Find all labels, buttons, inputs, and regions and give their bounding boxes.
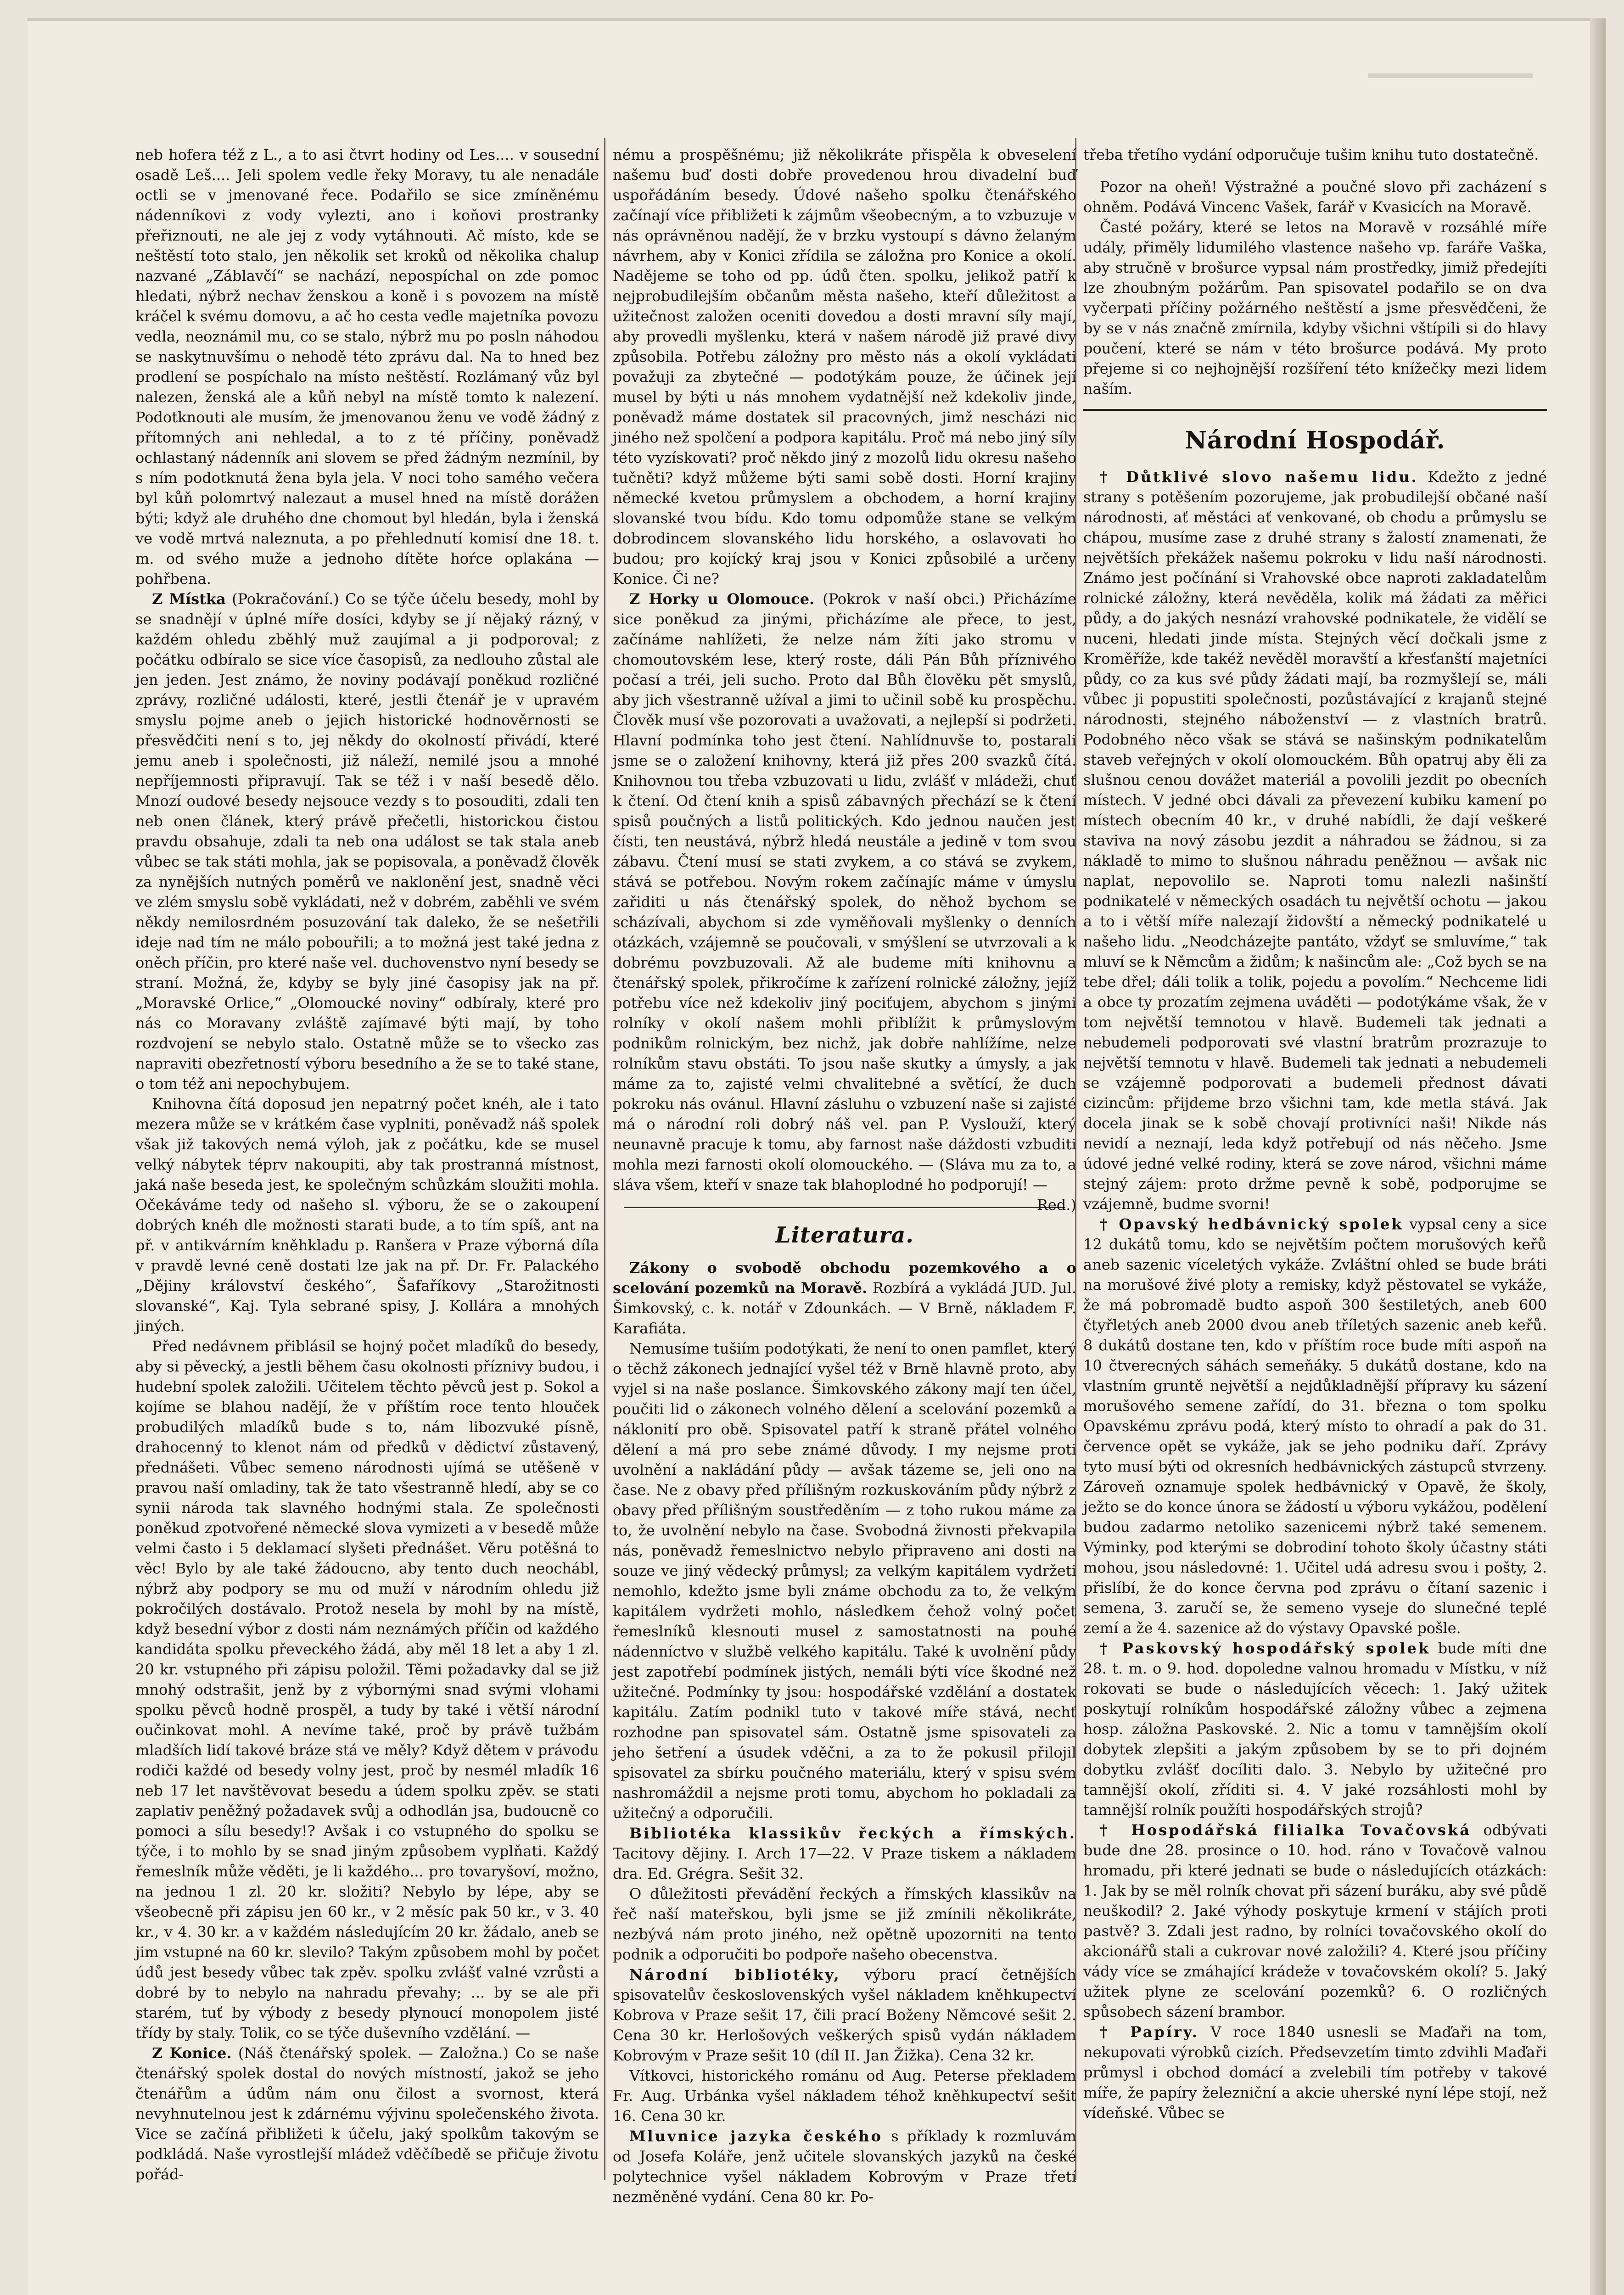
editor-signature: Red.) [1036, 1196, 1076, 1214]
news-body: vypsal ceny a sice 12 dukátů tomu, kdo se největším počtem morušových keřů aneb sazenic víceletých vykáže. Zvláštní ohled se bude bráti na morušové živé ploty a remisky, když pěstovatel se vykáže, že má pobromadě budto aspoň 300 šestiletých, aneb 600 čtyřletých aneb 2000 dvou aneb tříletých sazenic aneb keřů. 8 dukátů dostane ten, kdo v příštím roce bude míti aspoň na 10 čtverecných sáhách semeňáky. 5 dukátů dostane, kdo na vlastním gruntě největší a nejdůkladnější přípravy ku sázení morušového semene zařídí, do 31. března o tom spolku Opavskému zprávu podá, který místo to ohradí a pak do 31. července opět se vykáže, jak se jeho podniku daří. Zprávy tyto musí býti od okresních hedbávnických zástupců stvrzeny. Zároveň oznamuje spolek hedbávnický v Opavě, že školy, ježto se do konce února se žádostí u výboru vykážou, podělení budou zadarmo netoliko sazenicemi nýbrž také semenem. Výminky, pod kterými se dobrodiní tohoto školy účastny státi mohou, jsou následovné: 1. Učitel udá adresu svou i pošty, 2. přislíbí, že do konce června pod zprávu o čítaní sazenic i semena, 3. zaručí se, že semeno vyseje do slunečné teplé zemí a že 4. sazenice až do výstavy Opavské pošle. [1083, 1215, 1547, 1637]
article-z-horky [613, 589, 1077, 1214]
review-paragraph: Pozor na oheň! Výstražné a poučné slovo při zacházení s ohněm. Podává Vincenc Vašek, farář v Kvasicích na Moravě. [1083, 178, 1547, 216]
review-body: výboru prací četnějších spisovatelův československých vyšel nákladem kněhkupectví Kobrova v Praze sešit 17, čili prací Boženy Němcové sešit 2. Cena 30 kr. Herlošových veškerých spisů vydán nákladem Kobrovým v Praze sešit 10 (díl II. Jan Žižka). Cena 32 kr. [613, 1966, 1077, 2064]
review-body: Rozbírá a vykládá JUD. Jul. Šimkovský, c. k. notář v Zdounkách. — V Brně, nákladem F. Karafiáta. [613, 1279, 1077, 1337]
news-heading: † Paskovský hospodářský spolek [1100, 1640, 1431, 1657]
article-heading: Z Horky u Olomouce. [629, 590, 815, 608]
column-middle [613, 145, 1076, 2207]
article-body: (Pokrok v naší obci.) Přicházíme sice poněkud za jinými, přicházíme ale přece, to jest, začínáme nahlížeti, že nelze nám žíti jako stromu v chomoutovském lese, který roste, dáli Pán Bůh příznivého počasí a tréi, jeli sucho. Proto dal Bůh člověku pět smyslů, aby jich všestranně užíval a jimi to učinil sobě ku prospěchu. Člověk musí vše pozorovati a uvažovati, a nejlepší si podržeti. Hlavní podmínka toho jest čtení. Nahlídnuvše to, postarali jsme se o založení knihovny, která již přes 200 svazků čítá. Knihovnou tou třeba vzbuzovati u lidu, zvlášť v mládeži, chuť k čtení. Od čtení knih a spisů zábavných přechází se k čtení spisů poučných a listů politických. Kdo jednou naučen jest čísti, ten neustává, nýbrž hledá neustále a jedině v tom svou zábavu. Čtení musí se stati zvykem, a co stává se zvykem, stává se potřebou. Novým rokem začínajíc máme v úmyslu zařiditi u nás čtenářský spolek, do něhož bychom se scházívali, abychom si zde vyměňovali myšlenky o denních otázkách, vzájemně se poučovali, v smýšlení se utvrzovali a k dobrému povzbuzovali. Až ale budeme míti knihovnu a čtenářský spolek, přikročíme k zařízení rolnické záložny, jejíž potřebu více než kdekoliv jiný pociťujem, abychom s jinými rolníky v okolí našem mohli přiblížit k průmyslovým podnikům rolnickým, bez nichž, jak dobře nahlížíme, nelze rolníkům stavu obstáti. To jsou naše skutky a úmysly, a jak máme za to, zajisté velmi chvalitebné a světící, že duch pokroku nás ovánul. Hlavní zásluhu o vzbuzení naše si zajisté má o národní roli dobrý náš vel. pan P. Vyslouží, který neunavně pracuje k tomu, aby farnost naše dáždosti vzbuditi mohla mezi farnosti okolí olomouckého. — (Sláva mu za to, a sláva všem, kteří v snaze tak blahoplodné ho podporují! — [613, 590, 1077, 1193]
article-heading: Z Místka [152, 590, 226, 608]
page-right-edge [1590, 18, 1606, 2295]
section-title-literatura: Literatura. [775, 1222, 914, 1248]
review-item [613, 1965, 1076, 2066]
article-continuation: třeba třetího vydání odporučuje tušim knihu tuto dostatečně. [1083, 146, 1539, 163]
article-z-konice [135, 2043, 599, 2184]
article-paragraph: Před nedávnem přiblásil se hojný počet mladíků do besedy, aby si pěvecký, a jestli během času okolnosti příznivy budou, i hudební spolek založili. Učitelem těchto pěvců jest p. Sokol a kojíme se blahou nadějí, že v příštím roce tento hlouček probudilých mladíků bude s to, nám libozvuké písně, drahocenný to klenot nám od předků v dědictví zůstavený, přednášeti. Vůbec semeno národnosti ujímá se utěšeně v pravou naší omladiny, tak že tato všestranně hledí, aby se co synii národa tak slavného hodnými stala. Ze společnosti poněkud zpotvořené německé slova vymizeti a v besedě může velmi často i 5 deklamací slyšeti přednášet. Věru potěšná to věc! Bylo by ale také žádoucno, aby tento duch neochábl, nýbrž aby podpory se mu od muží v národním ohledu již pokročilých dostávalo. Protož nesela by mohl by na místě, když besední výbor z dosti nám neznámých příčin od každého kandidáta spolku převeckého žádá, aby měl 18 let a aby 1 zl. 20 kr. vstupného při zápisu položil. Těmi požadavky dal se již mnohý odstrašit, jenž by z výbornými snad svými vlohami spolku pěvců hodně prospěl, a tudy by také i větší národní oučinkovat mohl. A nevíme také, proč by právě tužbám mladších lidí takové bráze stá ve měly? Když dětem v právodu rodiči každé od besedy volny jest, proč by nesmél mladík 16 neb 17 let navštěvovat besedu a údem spolku zpěv. se stati zaplativ peněžný požadavek svůj a odhodlán jsa, budoucně co pomoci a sílu besedy!? Avšak i co vstupného do spolku se týče, i to mohlo by se snad jiným způsobem vyplňati. Každý řemeslník může věděti, je li každého... pro tovaryšoví, možno, na jednou 1 zl. 20 kr. složiti? Nebylo by lépe, aby se všeobecně při zápisu jen 60 kr., v 2 měsíc pak 50 kr., v 3. 40 kr., v 4. 30 kr. a v každém následujícím 20 kr. žádalo, aneb se jim vstupné na 60 kr. slevilo? Takým způsobem mohl by počet údů jest besedy vůbec tak zpěv. spolku zvlášť valné vzrůsti a dobré by to nebylo na nahradu převahy; ... by se ale při starém, tuť by výbody z besedy plynoucí monopolem jisté třídy by staly. Tolik, co se týče duševního vzdělání. — [135, 1338, 599, 2042]
column-right [1083, 145, 1547, 2123]
news-item [1083, 1214, 1547, 1638]
review-body: Tacitovy dějiny. I. Arch 17—22. V Praze tiskem a nákladem dra. Ed. Grégra. Sešit 32. [613, 1845, 1076, 1882]
section-rule [1083, 409, 1547, 411]
news-item [1083, 467, 1547, 1214]
news-heading: † Opavský hedbávnický spolek [1100, 1215, 1404, 1233]
news-body: V roce 1840 usnesli se Maďaři na tom, nekupovati výrobků cizích. Předsevzetím timto zdvihli Maďaři průmysl i obchod domácí a zvelebili tím potřeby v takové míře, že papíry železniční a akcie uherské nyní lépe stojí, než vídeňské. Vůbec se [1083, 2023, 1547, 2121]
news-heading: † Hospodářská filialka Tovačovská [1100, 1821, 1471, 1839]
review-item [613, 1258, 1076, 1338]
review-paragraph: Vítkovci, historického románu od Aug. Peterse překladem Fr. Aug. Urbánka vyšel nákladem téhož kněhkupectví sešit 16. Cena 30 kr. [613, 2067, 1076, 2125]
news-item [1083, 2022, 1547, 2123]
column-left [135, 145, 599, 2184]
review-paragraph: Nemusíme tušiím podotýkati, že není to onen pamflet, který o těchž zákonech jednající vyšel též v Brně hlavně proto, aby vyjel si na naše poslance. Šimkovského zákony mají ten účel, poučiti lid o zákonech volného dělení a scelování pozemků a náklonití pro obě. Spisovatel patří k straně přátel volného dělení a má pro sebe známé důvody. I my nejsme proti uvolnění a nakládání půdy — avšak tázeme se, jeli ono na čase. Ne z obavy před přílišným rozkuskováním půdy nýbrž z obavy před přílišným soustředěním — z toho rukou máme za to, že uvolnění nebylo na čase. Svobodná živnosti překvapila nás, poněvadž řemeslnictvo nebylo připraveno ani dosti na souze ve jiný vědecký průmysl; za velkým kapitálem vydržeti nemohlo, kdežto jsme byli známe obchodu za to, že velkým kapitálem vydržeti mohlo, následkem čehož volný počet řemeslníků klesnouti musel z samostatnosti na pouhé nádenníctvo v službě velkého kapitálu. Také k uvolnění půdy jest zapotřebí podmínek jistých, nemáli býti více škodné než užitečné. Podmínky ty jsou: hospodářské vzdělání a dostatek kapitálu. Zatím podnikl tuto v takové míře stává, nechť rozhodne pan spisovatel sám. Ostatně jsme spisovateli za jeho šetření a úsudek vděčni, a za to že pokusil přilojil spisovatel za sbírku poučného materiálu, který v spisu svém nashromáždil a nejsme proti tomu, abychom ho pokladali za užitečný a odporučili. [613, 1340, 1076, 1822]
review-body: s příklady k rozmluvám od Josefa Koláře, jenž učitele slovanských jazyků na české polytechnice vyšel nákladem Kobrovým v Praze třetí nezměněné vydání. Cena 80 kr. Po- [613, 2127, 1077, 2205]
article-continuation: nému a prospěšnému; již několikráte přispěla k obveselení našemu buď dosti dobře provedenou hrou divadelní buď uspořádáním besedy. Údové našeho spolku čtenářského začínají více přibližeti k zájmům všeobecným, a to vzbuzuje v nás oprávněnou nadějí, že v brzku vystoupí s dávno želaným návrhem, aby v Konici zřídila se záložna pro Konice a okolí. Nadějeme se toho od pp. údů čten. spolku, jelikož patří k nejprobudilejším občanům města našeho, kteří důležitost a užitečnost založen oceniti dovedou a dosti mravní síly mají, aby provedli myšlenku, která v našem národě již pravé divy způsobila. Potřebu záložny pro město nás a okolí vykládati považuji za zbytečné — podotýkám pouze, že účinek její musel by býti u nás mnohem vydatnější než kdekoliv jinde, poněvadž máme dostatek sil pracovných, jimž nescházi nic jiného než spolčení a podpora kapitálu. Proč má nebo jiný síly této vyzískovati? proč někdo jiný z mozolů lidu okresu našeho tučněti? když můžeme býti sami sobě dosti. Horní krajiny německé kvetou průmyslem a obchodem, a horní krajiny slovanské tvou bídu. Kdo tomu odpomůže stane se velkým dobrodincem slovanského lidu horského, a oslavovati ho budou; pro kojícký kraj jsou v Konici způsobilé a určeny Konice. Či ne? [613, 146, 1076, 588]
news-body: bude míti dne 28. t. m. o 9. hod. dopoledne valnou hromadu v Místku, v níž rokovati se bude o následujících věcech: 1. Jaký užitek poskytují rolníkům hospodářské záložny vůbec a zejmena hosp. záložna Paskovské. 2. Nic a tomu v tamnějším okolí dobytek zlepšiti a jakým způsobem by se to při dojném dobytku zvlášť docíliti dalo. 3. Nebylo by užitečné pro tamnější okolí, zříditi si. 4. V jaké rozsáhlosti mohl by tamnější rolník použíti hospodářských strojů? [1083, 1640, 1547, 1819]
news-heading: † Papíry. [1100, 2023, 1199, 2041]
article-heading: Z Konice. [152, 2044, 232, 2062]
section-rule [624, 1207, 1065, 1208]
review-item [613, 2126, 1076, 2207]
news-body: odbývati bude dne 28. prosince o 10. hod. ráno v Tovačově valnou hromadu, při které jednati se bude o následujících otázkách: 1. Jak by se měl rolník chovat při sázení buráku, aby své půdě neuškodil? 2. Jaké výhody poskytuje krmení v stájích proti pastvě? 3. Zdali jest radno, by rolníci tovačovského okolí do akcionářů stali a cukrovar nové založili? 4. Které jsou příčiny vády více se zmáhající krádeže v tovačovském okolí? 5. Jaký užitek plyne ze scelování pozemků? 6. O rozličných spůsobech sázení brambor. [1083, 1821, 1547, 2021]
column-divider [604, 138, 605, 2180]
section-title-narodni-hospodar: Národní Hospodář. [1185, 426, 1445, 454]
page-top-edge [28, 18, 1602, 21]
review-title: Mluvnice jazyka českého [629, 2127, 883, 2145]
review-title: Bibliotéka klassikův řeckých a římských. [629, 1825, 1076, 1842]
news-item [1083, 1638, 1547, 1820]
review-paragraph: Časté požáry, které se letos na Moravě v rozsáhlé míře udály, přiměly lidumilého vlastence našeho vp. faráře Vaška, aby stručně v brošurce vypsal nám prostředky, jimiž předejíti lze zhoubným požárům. Pan spisovatel podařilo se on dva vyčerpati příčiny požárného neštěstí a jsme přesvědčeni, že by se v nás značně zmírnila, kdyby všichni vštípili si do hlavy poučení, které se nám v této brošurce podává. My proto přejeme si co nejhojnější rozšíření této knížečky mezi lidem naším. [1083, 218, 1547, 397]
review-title: Národní bibliotéky, [629, 1966, 841, 1983]
article-z-mistka [135, 589, 599, 1094]
review-paragraph: O důležitosti převádění řeckých a římských klassikův na řeč naší mateřskou, byli jsme se již zmínili několikráte, nezbývá nám proto jiného, než opětně upozorniti na tento podnik a odporučiti bo podpoře našeho obecenstva. [613, 1885, 1076, 1963]
paper-stain [1368, 73, 1533, 78]
article-paragraph: Knihovna čítá doposud jen nepatrný počet knéh, ale i tato mezera může se v krátkém čase vyplniti, poněvadž náš spolek však již takových nemá výloh, jak z počátku, kde se musel velký nábytek téprv nakoupiti, aby tak prostranná místnost, jaká naše beseda jest, ke společným schůzkám sloužiti mohla. Očekáváme tedy od našeho sl. výboru, že se o zakoupení dobrých knéh dle možnosti starati bude, a to tím spíš, ant na př. v antikvárním kněhkladu p. Ranšera v Praze výborná díla v pravdě levné ceně dostati lze jak na př. Dr. Fr. Palackého „Dějiny království českého“, Šafaříkovy „Starožitnosti slovanské“, Kaj. Tyla sebrané spisy, J. Kollára a mnohých jiných. [135, 1095, 599, 1335]
article-body: (Pokračování.) Co se týče účelu besedy, mohl by se snadnějí v úplné míře dosíci, kdyby se jí nějaký rázný, v každém ohledu zběhlý muž zaujímal a ji podporoval; z počátku odbíralo se sice více časopisů, za nedlouho zůstal ale jen jeden. Jest známo, že noviny podávají poněkud rozličné zprávy, rozličné události, které, jestli čtenář je v upravém smyslu pojme aneb o jejich historické hodnověrnosti se přesvědčiti není s to, jej někdy do okolností přivádí, které jemu aneb i společnosti, již náleží, nemilé jsou a mnohé nepříjemnosti připravují. Tak se též i v naší besedě dělo. Mnozí oudové besedy nejsouce vezdy s to posouditi, zdali ten neb onen článek, který právě přečetli, historickou čistou pravdu obsahuje, zdali ta neb ona událost se tak stala aneb vůbec se tak státi mohla, jak se popisovala, a poněvadž člověk za nynějších nutných poměrů ve naklonění jest, snadně věci ve zlém smyslu sobě vykládati, než v dobrém, zaběhli ve svém někdy nemilosrdném posuzování tak daleko, že se nešetřili ideje nad tím ne málo pobouřili; a to možná jest také jedna z oněch příčin, pro které naše vel. duchovenstvo nyní besedy se straní. Možná, že, kdyby se byly jiné časopisy jak na př. „Moravské Orlice,“ „Olomoucké noviny“ odbíraly, které pro nás co Moravany zvláště zajímavé býti mají, by toho rozdvojení se nebylo stalo. Ostatně může se to všecko zas napraviti obezřetností výboru besedního a že se to také stane, o tom též ani nepochybujem. [135, 590, 599, 1092]
news-heading: † Důtklivé slovo našemu lidu. [1100, 468, 1418, 486]
review-item [613, 1823, 1076, 1884]
news-item [1083, 1820, 1547, 2022]
article-body: (Náš čtenářský spolek. — Založna.) Co se naše čtenářský spolek dostal do nových místností, jakož se jeho čtenářům a údům nám onu čilost a svornost, která nevyhnutelnou jest k zdárnému výjvinu společenského života. Vice se začíná přibližeti k účelu, jaký spolkům takovým se podkládá. Naše vyrostlejší mládež vděčíbedě se přičuje životu pořád- [135, 2044, 599, 2183]
review-title: Zákony o svobodě obchodu pozemkového a o scelování pozemků na Moravě. [613, 1259, 1076, 1297]
article-continuation: neb hofera též z L., a to asi čtvrt hodiny od Les.... v sousední osadě Leš.... Jeli spolem vedle řeky Moravy, tu ale nenadále octli se v jmenované řece. Podařilo se sice zmíněnému nádenníkovi z vody vylezti, ano i koňovi prostranky přeřiznouti, ne ale jej z vody vytáhnouti. Ač místo, kde se neštěstí toto stalo, jen několik set kroků od několika chalup nazvané „Záblavčí“ se nachází, nepospíchal on zde pomoc hledati, nýbrž nechav ženskou a koně i s povozem na místě kráčel k svému domovu, a ač ho cesta vedle majetníka povozu vedla, neoznámil mu, co se stalo, nýbrž mu po posln náhodou se naskytnuvšímu o nehodě této zprávu dal. Na to hned bez prodlení se pospíchalo na místo neštěstí. Rozlámaný vůz byl nalezen, ženská ale a kůň nebyl na místě tomto k nalezení. Podotknouti ale musím, že jmenovanou ženu ve vodě žádný z přítomných ani nehledal, a to z té příčiny, poněvadž ochlastaný nádenník ani slovem se před žádným nezmínil, by s ním podotknutá žena byla jela. V noci toho samého večera byl kůň polomrtvý nalezaut a musel hned na místě dorážen býti; když ale druhého dne chomout byl hledán, byla i ženská ve vodě mrtvá naleznuta, a po přehlednutí komisí dne 18. t. m. od svého muže a jednoho dítěte hoŕce oplakána — pohřbena. [135, 146, 599, 588]
news-body: Kdežto z jedné strany s potěšením pozorujeme, jak probudilejší občané naší národnosti, ať městáci ať venkované, ob chodu a průmyslu se chápou, musíme zase z druhé strany s žalostí znamenati, že největších překážek našemu pokroku v lidu naší národnosti. Známo jest počínání si Vrahovské obce naproti zakladatelům rolnické záložny, která nevěděla, kolik má žádati za měřici půdy, a do jakých nesnází vrahovské podnikatele, že vidělí se nuceni, hledati jinde místa. Stejných věcí dočkali jsme z Kroměříže, kde takéž nevěděl moravští a křesťanští majetníci půdy, co za kus své půdy žádati mají, ba rozmyšlejí se, máli vůbec ji popustiti společnosti, pozůstávající z krajanů stejné národnosti, stejného náboženství — z vlastních bratrů. Podobného něco však se stává se našinským podnikatelům staveb veřejných v okolí olomouckém. Bůh opatruj aby ěli za slušnou cenou dovážet materiál a povolili jezdit po obecních místech. V jedné obci dávali za převezení kubiku kamení po místech obecním 40 kr., v druhé nabídli, že dají veškeré staviva na nový zásobu jezdit a náhradou se žádnou, si za nákladě to mimo to slušnou náhradu peněžnou — avšak nic naplat, nepovolilo se. Naproti tomu nalezli našinští podnikatelé v německých osadách tu největší ochotu — jakou a to i větší míře nalezají židovští a německý podnikatelé u našeho lidu. „Neodcházejte pantáto, vždyť se smluvíme,“ tak mluví se k Němcům a židům; k našincům ale: „Což bych se na tebe dřel; dáli tolik a tolik, pojedu a povolím.“ Nechceme lidi a obce ty prozatím zejmena uváděti — podotýkáme však, že v tom největší temnotou v hlavě. Budemeli tak jednati a nebudemeli podporovati své vlastní bratrům prozrazuje to největší temnotu v hlavě. Budemeli tak jednati a nebudemeli se vzájemně podporovati a budemeli přednost dávati cizincům: přijdeme brzo všichni tam, kde metla stává. Jak docela jinak se k sobě chovají protivníci naši! Nikde nás nevidí a neznají, leda když potřebují od nás něčeho. Jsme údové jedné velké rodiny, která se zove národ, všichni máme stejný zájem: proto držme pevně k sobě, podporujme se vzájemně, budme svorni! [1083, 468, 1547, 1213]
